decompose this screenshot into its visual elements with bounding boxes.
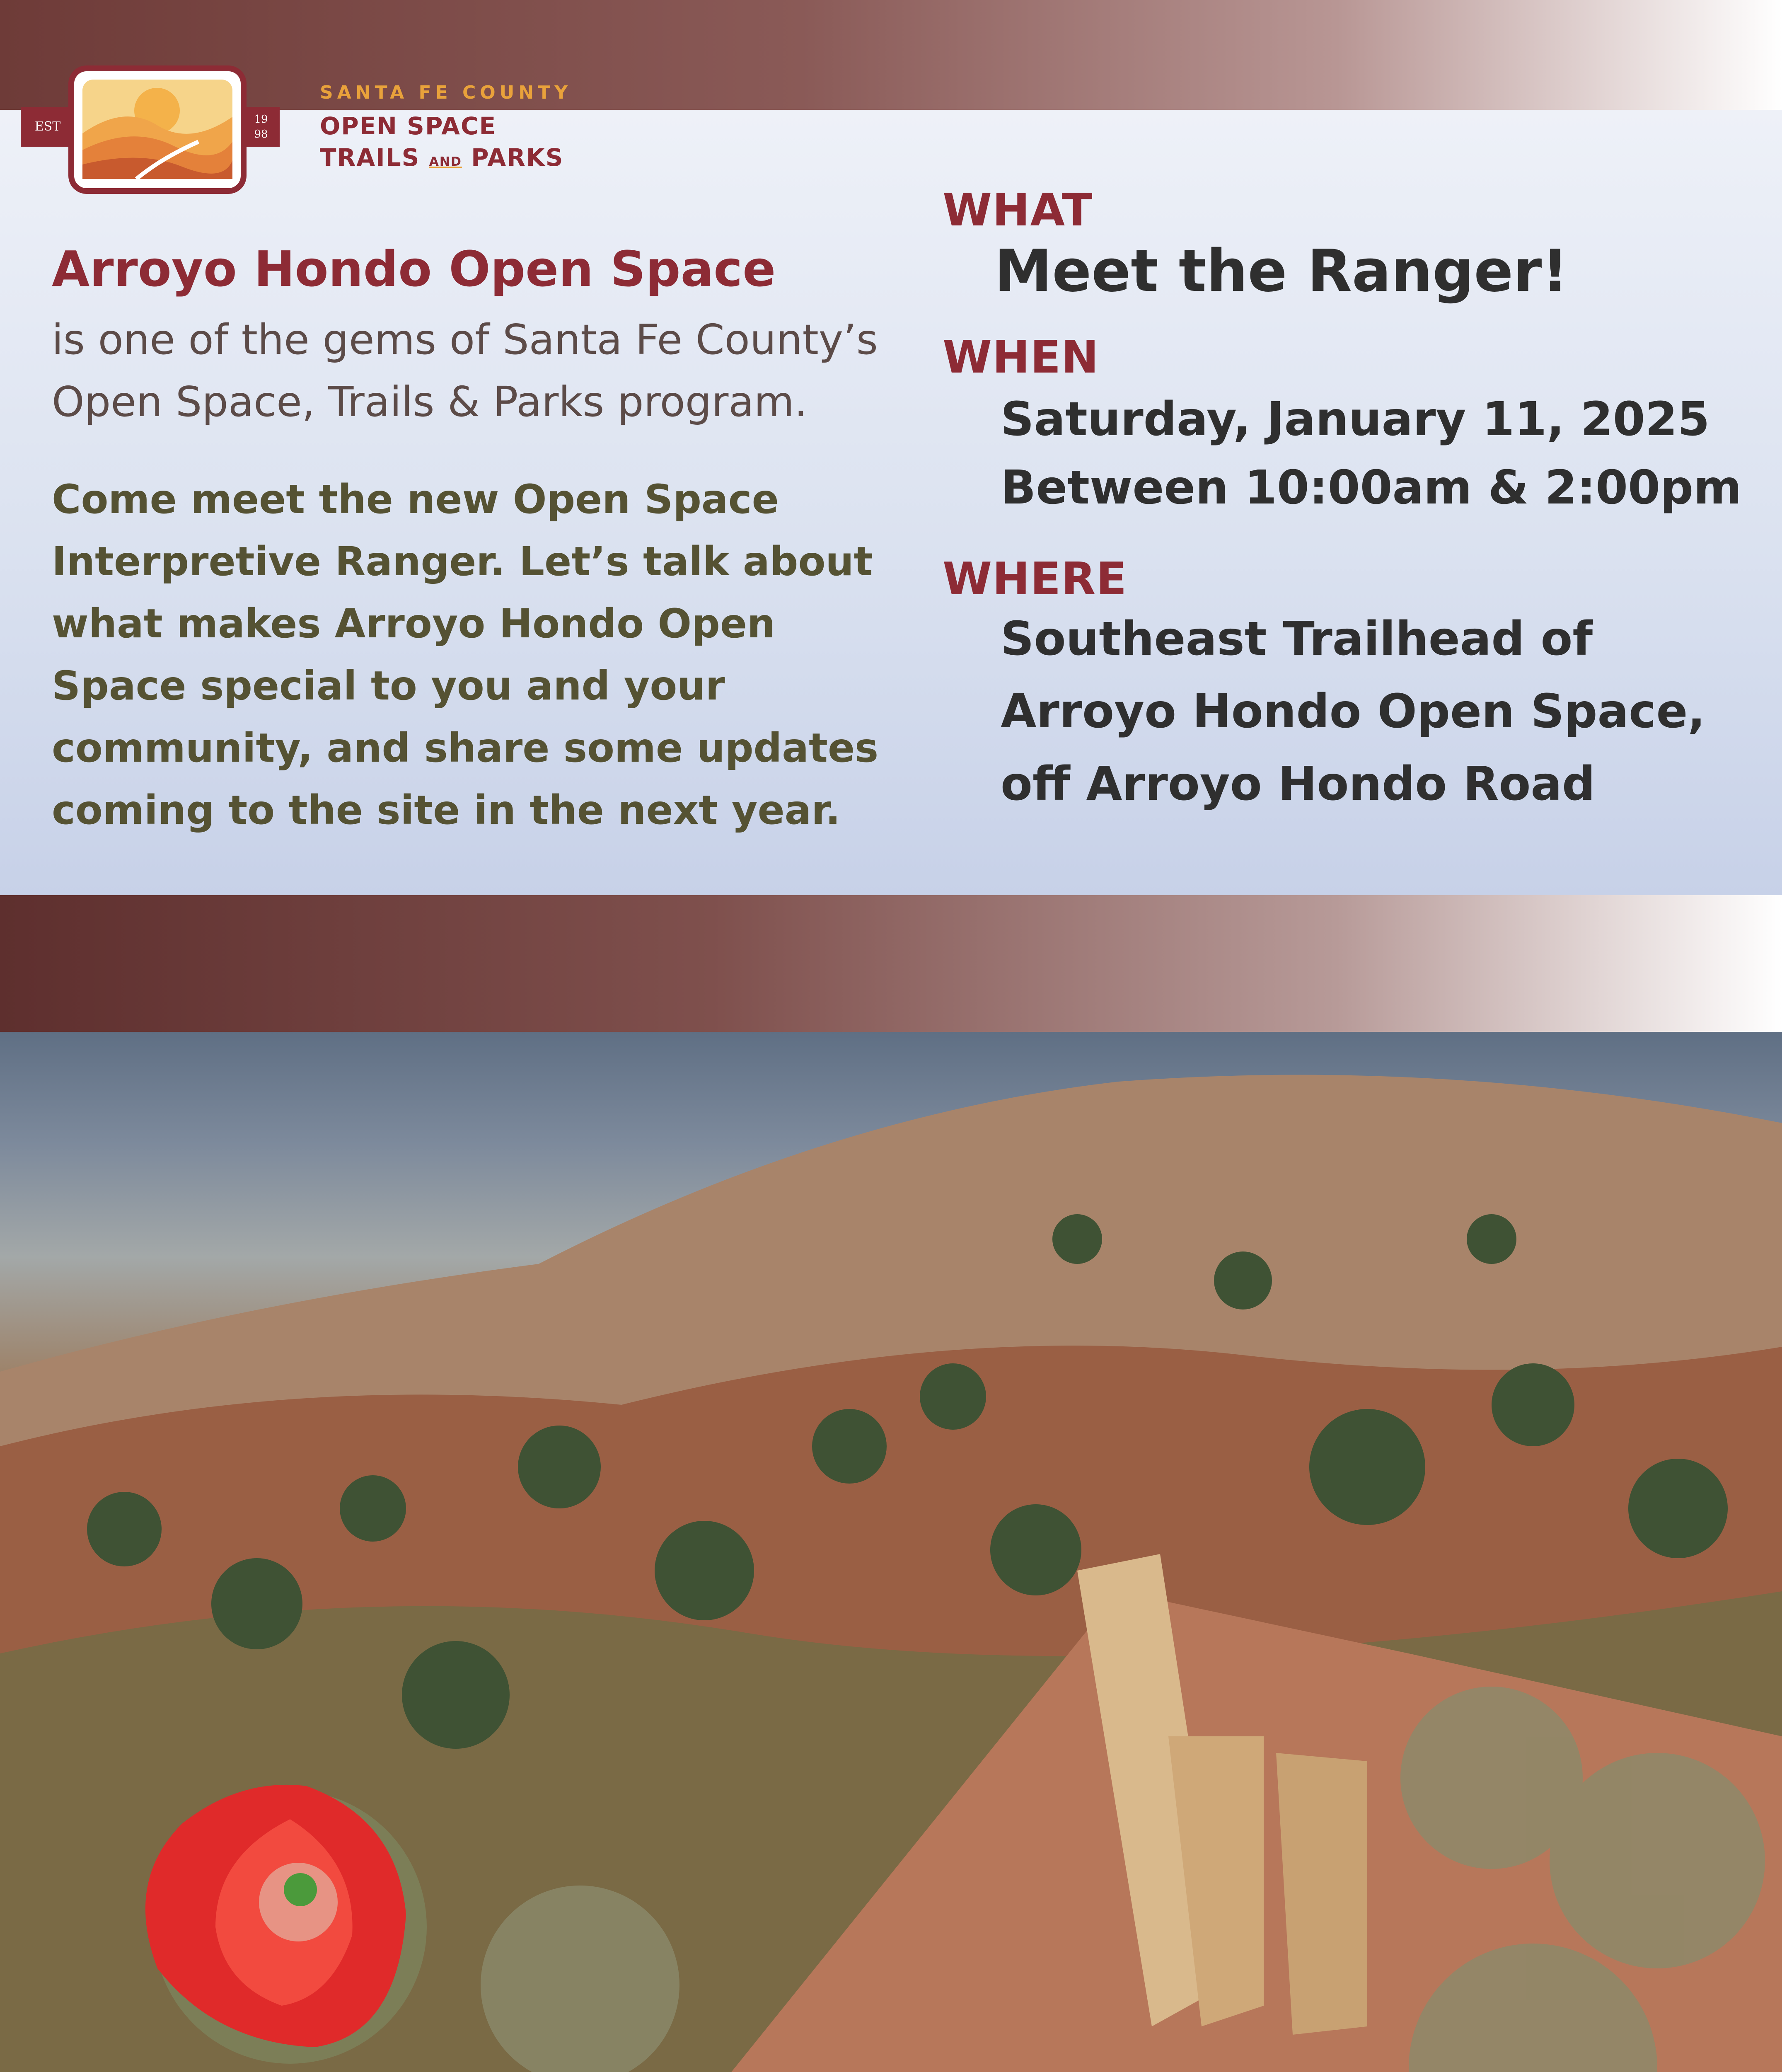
intro-title: Arroyo Hondo Open Space (52, 240, 776, 298)
logo-line-trails-parks (320, 143, 564, 172)
where-line-2: Arroyo Hondo Open Space, (1001, 685, 1705, 738)
when-label: WHEN (943, 332, 1099, 383)
logo-county-name: SANTA FE COUNTY (320, 82, 572, 103)
what-value: Meet the Ranger! (994, 237, 1569, 305)
logo-year-ribbon (242, 107, 280, 147)
logo-word-and: AND (429, 155, 462, 169)
logo-line-open-space: OPEN SPACE (320, 112, 497, 140)
hillside-dam-illustration (0, 1032, 1782, 2072)
invite-paragraph: Come meet the new Open Space Interpretive Ranger. Let’s talk about what makes Arroyo Hondo Open Space special to you and your community, and share some updates coming to the site in the next year. (52, 476, 879, 833)
logo-word-trails: TRAILS (320, 143, 420, 172)
logo-est-ribbon: EST (21, 107, 75, 147)
where-label: WHERE (943, 553, 1127, 605)
what-label: WHAT (943, 184, 1093, 236)
landscape-photo (0, 1032, 1782, 2072)
landscape-icon (74, 71, 241, 188)
middle-gradient-band (0, 895, 1782, 1032)
logo-year-top: 19 (254, 113, 268, 126)
logo-year-bottom: 98 (254, 128, 268, 140)
where-line-3: off Arroyo Hondo Road (1001, 757, 1596, 811)
intro-body: is one of the gems of Santa Fe County’s Open Space, Trails & Parks program. (52, 315, 878, 426)
logo-word-parks: PARKS (471, 143, 564, 172)
logo-landscape-badge (68, 65, 247, 194)
where-line-1: Southeast Trailhead of (1001, 612, 1593, 666)
top-gradient-band (0, 0, 1782, 110)
when-time: Between 10:00am & 2:00pm (1001, 461, 1742, 515)
when-date: Saturday, January 11, 2025 (1001, 392, 1710, 446)
